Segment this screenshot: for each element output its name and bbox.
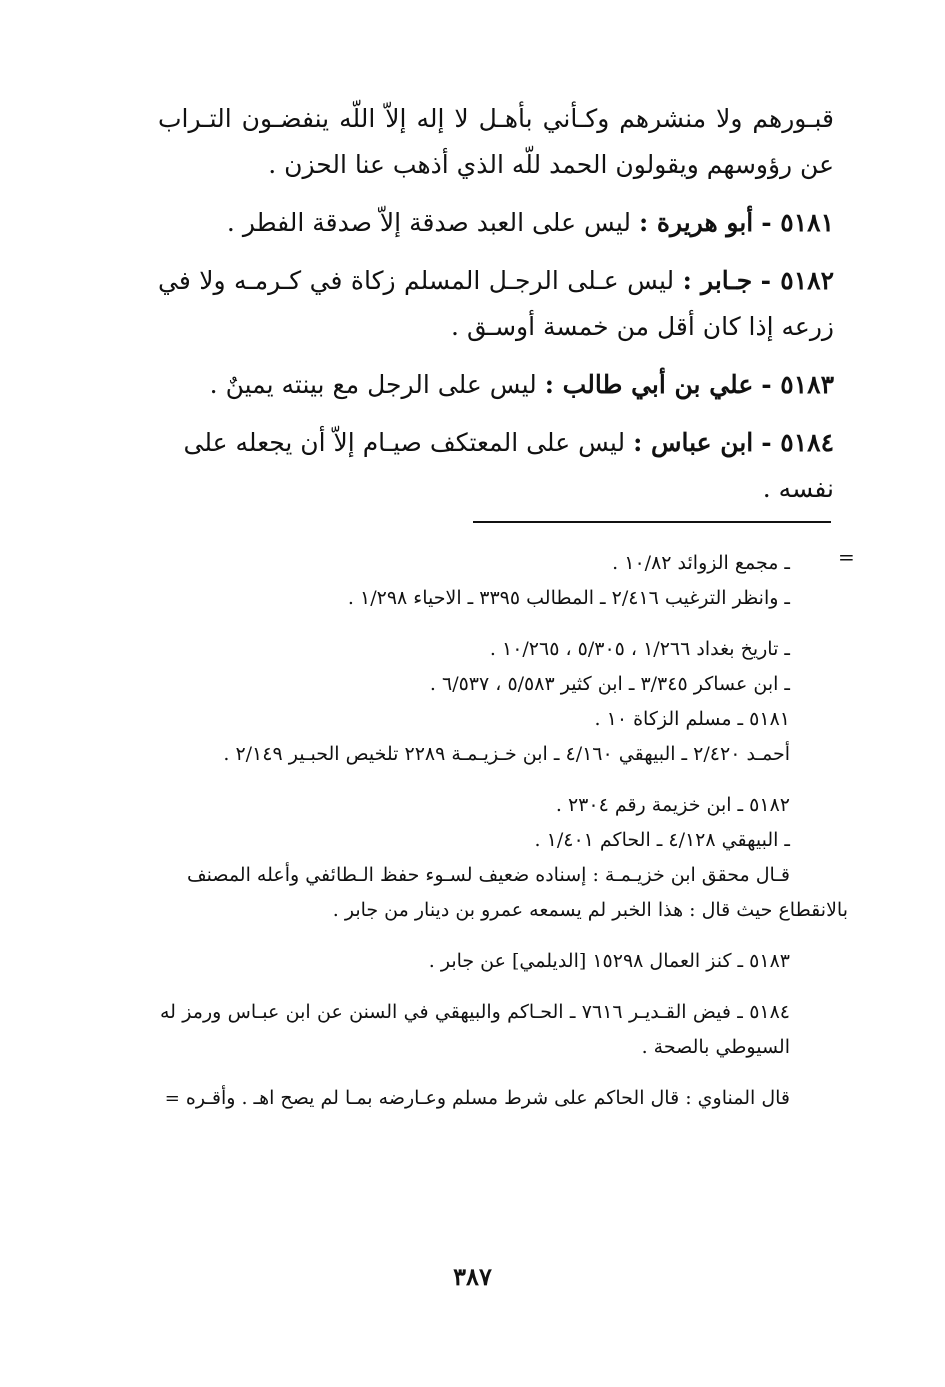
hadith-text: ليس عـلى الرجـل المسلم زكاة في كـرمـه ولا في زرعه إذا كان أقل من خمسة أوسـق . — [158, 266, 834, 341]
narrator-name: ابن عباس : — [633, 428, 754, 457]
footnotes — [160, 546, 848, 1116]
page-number: ٣٨٧ — [453, 1262, 492, 1291]
footnote-line: ـ وانظر الترغيب ٢/٤١٦ ـ المطالب ٣٣٩٥ ـ الاحياء ١/٢٩٨ . — [347, 587, 790, 609]
footnote-text: قال المناوي : قال الحاكم على شرط مسلم وعـارضه بمـا لم يصح اهـ . وأقـره — [185, 1087, 790, 1109]
footnote-line — [160, 1081, 790, 1116]
footnote-line: ٥١٨١ ـ مسلم الزكاة ١٠ . — [594, 708, 790, 730]
entry-number: ٥١٨٣ - — [761, 370, 834, 399]
hadith-entry — [158, 258, 834, 350]
footnote-continues-mark: = — [164, 1088, 180, 1109]
footnote-continued-mark: = — [838, 545, 855, 569]
footnote-line: ـ البيهقي ٤/١٢٨ ـ الحاكم ١/٤٠١ . — [534, 829, 790, 851]
footnote-separator — [473, 521, 831, 523]
narrator-name: جـابر : — [682, 266, 753, 295]
footnote-line: ـ تاريخ بغداد ١/٢٦٦ ، ٥/٣٠٥ ، ١٠/٢٦٥ . — [489, 638, 790, 660]
hadith-entry — [158, 420, 834, 466]
hadith-continuation: نفسه . — [762, 474, 834, 503]
footnote-line: ـ ابن عساكر ٣/٣٤٥ ـ ابن كثير ٥/٥٨٣ ، ٦/٥٣٧ . — [429, 673, 790, 695]
narrator-name: علي بن أبي طالب : — [544, 370, 754, 399]
hadith-text: ليس على المعتكف صيـام إلاّ أن يجعله على — [183, 428, 626, 457]
main-text — [158, 96, 834, 524]
entry-number: ٥١٨١ - — [761, 208, 834, 237]
footnote-line: أحمـد ٢/٤٢٠ ـ البيهقي ٤/١٦٠ ـ ابن خـزيـمـة ٢٢٨٩ تلخيص الحبـير ٢/١٤٩ . — [223, 743, 790, 765]
entry-number: ٥١٨٢ - — [760, 266, 834, 295]
footnote-line: بالانقطاع حيث قال : هذا الخبر لم يسمعه عمرو بن دينار من جابر . — [332, 899, 848, 921]
footnote-line: ٥١٨٢ ـ ابن خزيمة رقم ٢٣٠٤ . — [555, 794, 790, 816]
footnote-line: ٥١٨٣ ـ كنز العمال ١٥٢٩٨ [الديلمي] عن جابر . — [428, 950, 790, 972]
hadith-entry — [158, 362, 834, 408]
hadith-text: ليس على العبد صدقة إلاّ صدقة الفطر . — [226, 208, 631, 237]
footnote-line: ٥١٨٤ ـ فيض القـديـر ٧٦١٦ ـ الحـاكم والبيهقي في السنن عن ابن عبـاس ورمز له السيوطي بالصحة . — [160, 1001, 791, 1058]
hadith-text: ليس على الرجل مع بينته يمينٌ . — [209, 370, 537, 399]
narrator-name: أبو هريرة : — [638, 208, 754, 237]
intro-paragraph: قبـورهم ولا منشرهم وكـأني بأهـل لا إله إلاّ اللّه ينفضـون التـراب عن رؤوسهم ويقولون الحمد للّه الذي أذهب عنا الحزن . — [158, 104, 834, 179]
footnote-line: قـال محقق ابن خزيـمـة : إسناده ضعيف لسـوء حفظ الـطائفي وأعله المصنف — [186, 864, 790, 886]
entry-number: ٥١٨٤ - — [761, 428, 834, 457]
hadith-entry — [158, 200, 834, 246]
footnote-line: ـ مجمع الزوائد ١٠/٨٢ . — [612, 552, 790, 574]
